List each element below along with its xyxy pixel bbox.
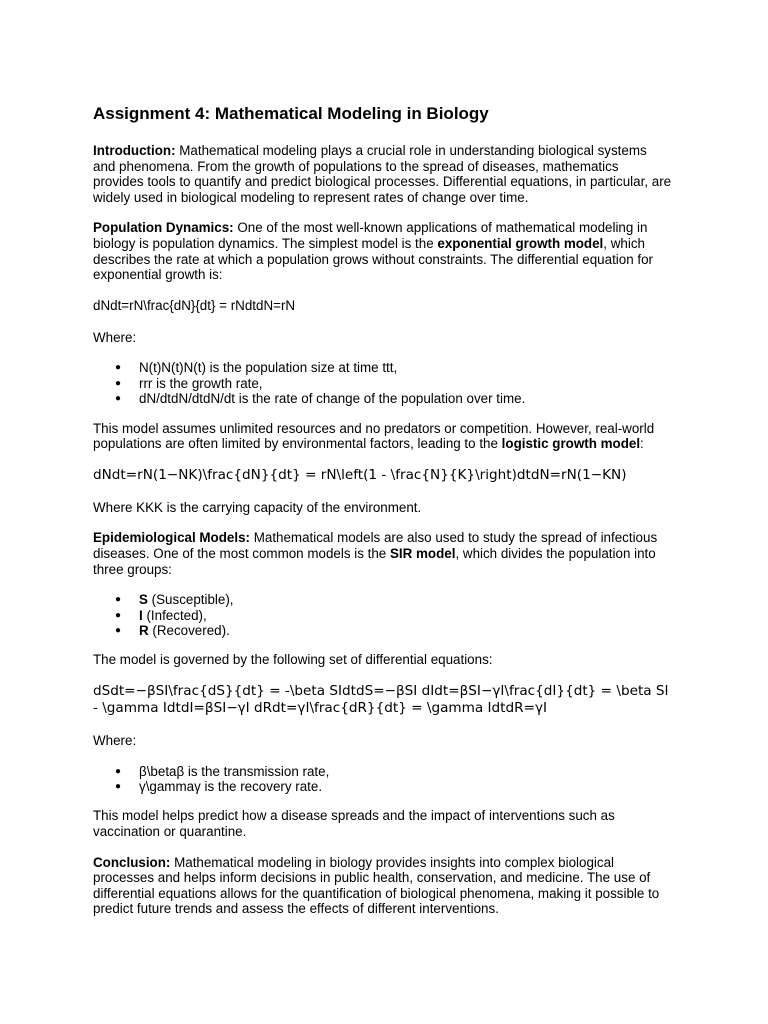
sir-parameters-list (93, 764, 672, 795)
list-item (93, 592, 672, 607)
population-label: Population Dynamics: (93, 220, 234, 236)
carrying-capacity-text: Where KKK is the carrying capacity of the environment. (93, 499, 422, 515)
logistic-model-term: logistic growth model (501, 436, 641, 452)
group-letter: R (139, 622, 149, 638)
group-desc: (Infected), (142, 607, 207, 623)
epidemiological-text-1: Mathematical models are also used to study the spread of infectious diseases. One of the most common models is the (93, 530, 658, 561)
group-desc: (Susceptible), (147, 592, 234, 608)
list-item: ● dN/dtdN/dtdN/dt is the rate of change of the population over time. (93, 391, 672, 406)
predict-paragraph: This model helps predict how a disease spreads and the impact of interventions such as vaccination or quarantine. (93, 808, 615, 839)
population-paragraph (93, 220, 672, 282)
governed-text: The model is governed by the following set of differential equations: (93, 652, 493, 668)
logistic-text-1: This model assumes unlimited resources and no predators or competition. However, real-world populations are often limited by environmental factors, leading to the (93, 420, 655, 452)
list-item (93, 623, 672, 638)
intro-label: Introduction: (93, 143, 176, 158)
epidemiological-label: Epidemiological Models: (93, 530, 250, 546)
logistic-paragraph (93, 421, 672, 452)
population-text-2: , which describes the rate at which a population grows without constraints. The differential equation for exponential growth is: (93, 235, 654, 283)
sir-model-term: SIR model (389, 545, 456, 561)
intro-text: Mathematical modeling plays a crucial role in understanding biological systems and phenomena. From the growth of populations to the spread of diseases, mathematics provides tools to quantify and predict biological processes. Differential equations, in particular, are widely used in biological modeling to represent rates of change over time. (93, 143, 672, 205)
list-item: ● γ\gammaγ is the recovery rate. (93, 779, 672, 794)
sir-equations: dSdt=−βSI\frac{dS}{dt} = -\beta SIdtdS=−βSI dIdt=βSI−γI\frac{dI}{dt} = \beta SI - \gamma IdtdI=βSI−γI dRdt=γI\frac{dR}{dt} = \gamma IdtdR=γI (93, 682, 669, 716)
where-label-2: Where: (93, 732, 137, 748)
intro-paragraph (93, 143, 672, 205)
sir-groups-list (93, 592, 672, 638)
population-variables-list (93, 360, 672, 406)
population-text-1: One of the most well-known applications of mathematical modeling in biology is population dynamics. The simplest model is the (93, 220, 648, 251)
list-item: ● N(t)N(t)N(t) is the population size at time ttt, (93, 360, 672, 375)
logistic-equation: dNdt=rN(1−NK)\frac{dN}{dt} = rN\left(1 - \frac{N}{K}\right)dtdN=rN(1−KN) (93, 466, 627, 483)
epidemiological-text-2: , which divides the population into three groups: (93, 545, 656, 577)
group-letter: S (139, 592, 148, 608)
exponential-equation: dNdt=rN\frac{dN}{dt} = rNdtdN=rN (93, 297, 296, 313)
exponential-model-term: exponential growth model (437, 235, 604, 251)
where-label-1: Where: (93, 329, 137, 345)
group-letter: I (139, 607, 143, 623)
conclusion-text: Mathematical modeling in biology provides insights into complex biological processes and helps inform decisions in public health, conservation, and medicine. The use of differential equations allows for the quantification of biological phenomena, making it possible to predict future trends and assess the effects of different interventions. (93, 854, 660, 917)
conclusion-label: Conclusion: (93, 854, 171, 870)
list-item: ● β\betaβ is the transmission rate, (93, 764, 672, 779)
list-item (93, 608, 672, 623)
page-title: Assignment 4: Mathematical Modeling in Biology (93, 104, 489, 123)
conclusion-paragraph (93, 855, 672, 917)
logistic-text-2: : (640, 436, 644, 452)
group-desc: (Recovered). (148, 622, 230, 638)
list-item: ● rrr is the growth rate, (93, 376, 672, 391)
epidemiological-paragraph (93, 530, 672, 577)
